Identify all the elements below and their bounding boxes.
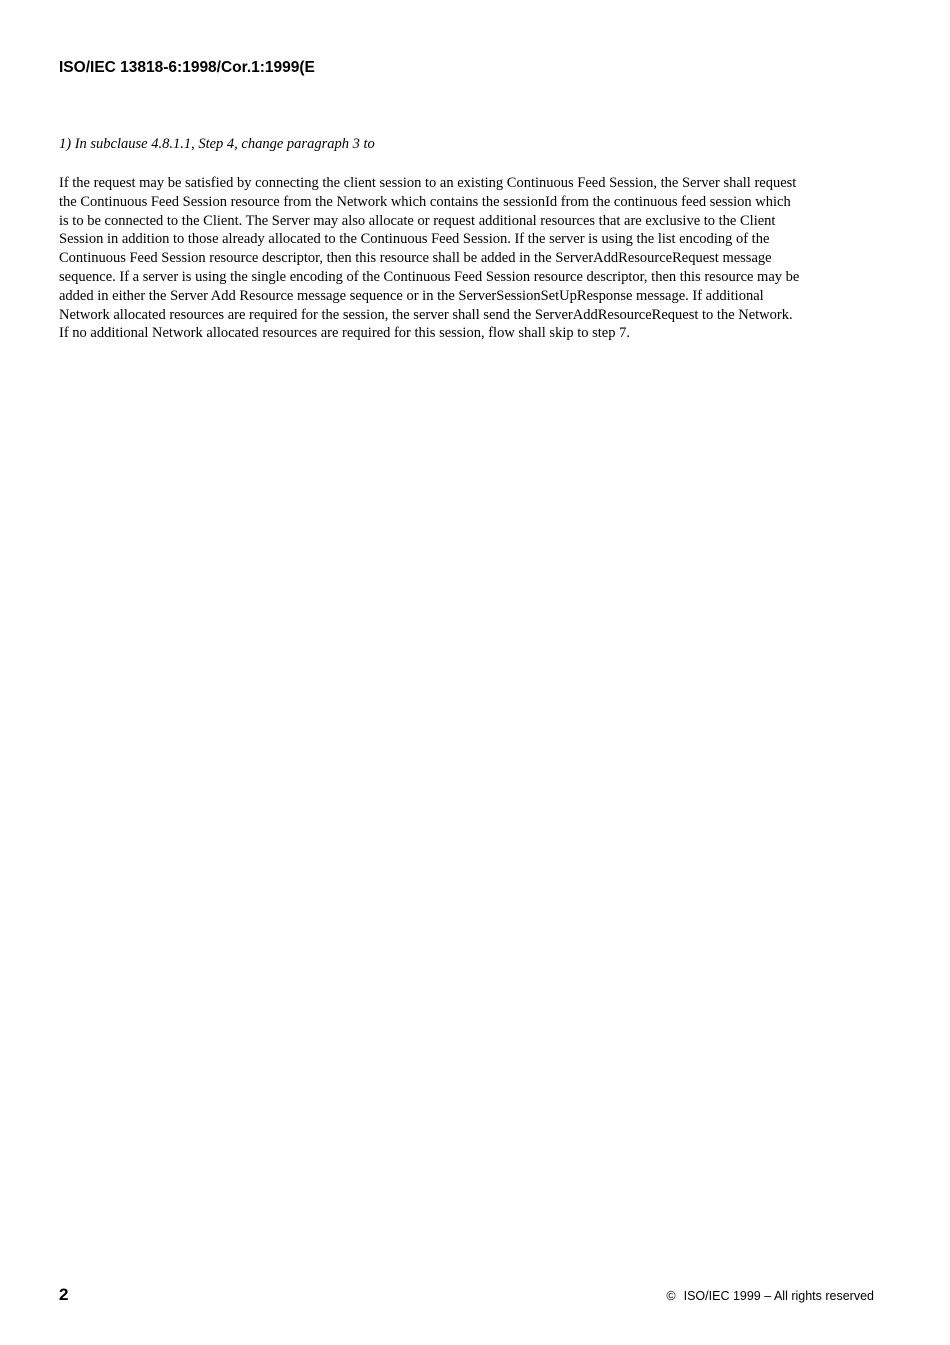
paragraph-line: added in either the Server Add Resource message sequence or in the ServerSessionSetUpResponse message. If additional — [59, 287, 764, 304]
paragraph-line: Session in addition to those already allocated to the Continuous Feed Session. If the server is using the list encoding of the — [59, 231, 770, 248]
paragraph-line: is to be connected to the Client. The Server may also allocate or request additional resources that are exclusive to the Client — [59, 212, 776, 229]
paragraph-line: Continuous Feed Session resource descriptor, then this resource shall be added in the ServerAddResourceRequest message — [59, 250, 772, 267]
copyright-symbol: © — [666, 1289, 676, 1303]
paragraph-line: sequence. If a server is using the single encoding of the Continuous Feed Session resource descriptor, then this resource may be — [59, 268, 800, 285]
paragraph-line: If the request may be satisfied by connecting the client session to an existing Continuous Feed Session, the Server shall request — [59, 175, 797, 191]
page-number: 2 — [59, 1285, 69, 1304]
document-header-title: ISO/IEC 13818-6:1998/Cor.1:1999(E — [59, 59, 315, 76]
copyright-text: ISO/IEC 1999 – All rights reserved — [683, 1289, 874, 1303]
paragraph-line: the Continuous Feed Session resource from the Network which contains the sessionId from the continuous feed session which — [59, 193, 791, 210]
copyright-notice — [666, 1288, 874, 1304]
paragraph-line: If no additional Network allocated resources are required for this session, flow shall skip to step 7. — [59, 325, 630, 342]
paragraph-line: Network allocated resources are required for the session, the server shall send the ServerAddResourceRequest to the Network. — [59, 306, 793, 323]
amendment-instruction: 1) In subclause 4.8.1.1, Step 4, change paragraph 3 to — [59, 136, 375, 152]
amendment-paragraph — [59, 174, 879, 343]
